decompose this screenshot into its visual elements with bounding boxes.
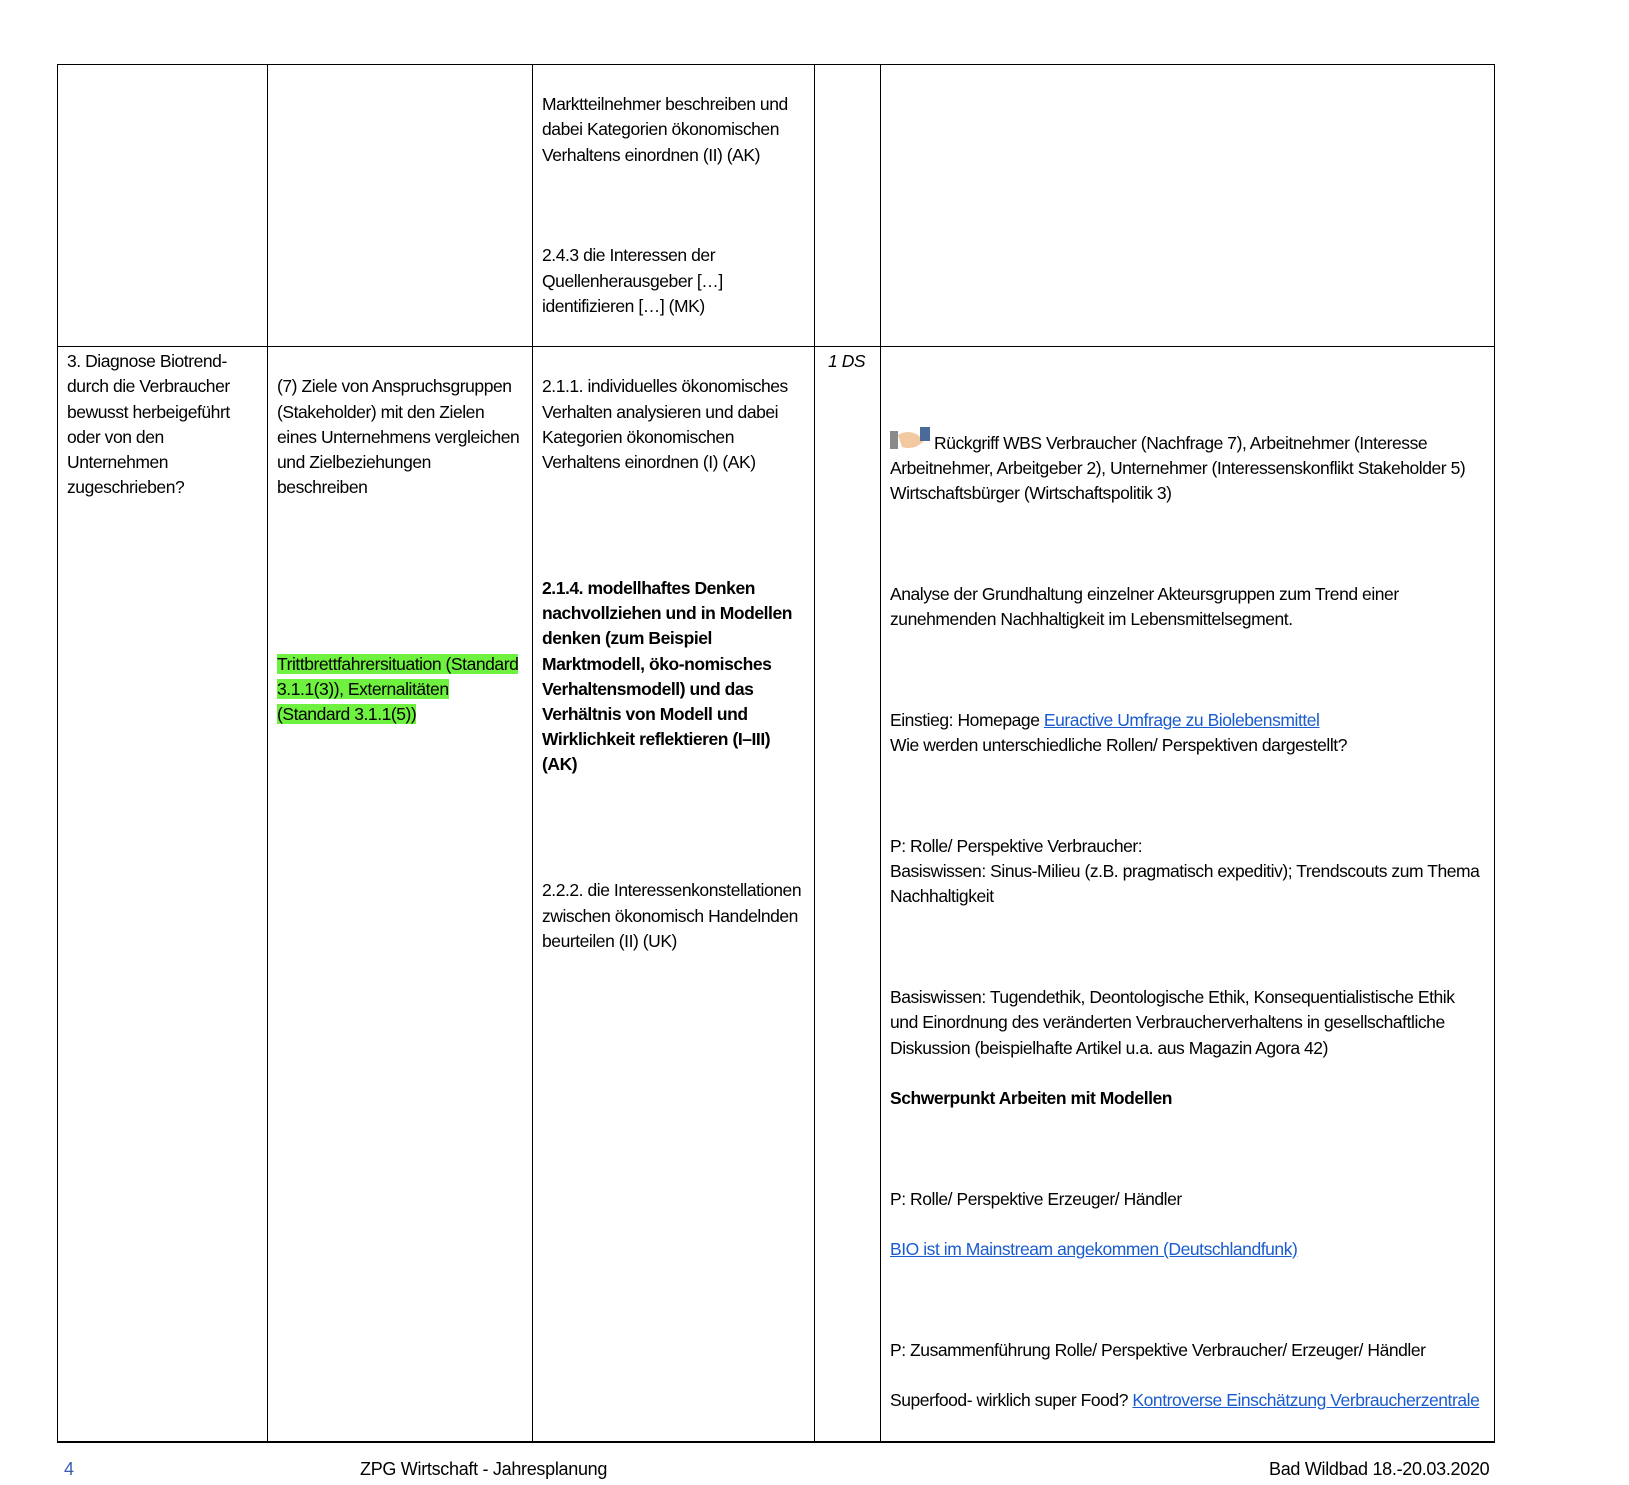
competency-text: Marktteilnehmer beschreiben und dabei Kategorien ökonomischen Verhaltens einordnen (II) (AK)	[542, 94, 788, 165]
verbraucherzentrale-link[interactable]: Kontroverse Einschätzung Verbraucherzentrale	[1132, 1390, 1480, 1411]
note-text: Superfood- wirklich super Food?	[890, 1390, 1133, 1411]
table-row	[58, 347, 1495, 1442]
footer-location-date: Bad Wildbad 18.-20.03.2020	[1269, 1458, 1490, 1479]
note-bold-text: Schwerpunkt Arbeiten mit Modellen	[890, 1088, 1173, 1109]
handshake-icon	[890, 402, 930, 426]
note-text: Analyse der Grundhaltung einzelner Akteursgruppen zum Trend einer zunehmenden Nachhaltigkeit im Lebensmittelsegment.	[890, 584, 1399, 630]
competency-bold-text: 2.1.4. modellhaftes Denken nachvollziehen und in Modellen denken (zum Beispiel Marktmodell, öko-nomisches Verhaltensmodell) und das Verhältnis von Modell und Wirklichkeit reflektieren (I–III) (AK)	[542, 578, 792, 775]
row2-notes	[881, 347, 1495, 1442]
row1-topic	[58, 65, 268, 347]
note-text: Basiswissen: Tugendethik, Deontologische Ethik, Konsequentialistische Ethik und Einordnung des veränderten Verbraucherverhaltens in gesellschaftliche Diskussion (beispielhafte Artikel u.a. aus Magazin Agora 42)	[890, 987, 1455, 1058]
standard-text: (7) Ziele von Anspruchsgruppen (Stakeholder) mit den Zielen eines Unternehmens vergleichen und Zielbeziehungen beschreiben	[277, 376, 520, 498]
deutschlandfunk-link[interactable]: BIO ist im Mainstream angekommen (Deutschlandfunk)	[890, 1239, 1298, 1260]
page-content	[57, 64, 1494, 1485]
competency-text: 2.2.2. die Interessenkonstellationen zwischen ökonomisch Handelnden beurteilen (II) (UK)	[542, 880, 802, 951]
note-text: Wie werden unterschiedliche Rollen/ Perspektiven dargestellt?	[890, 735, 1347, 756]
competency-text: 2.4.3 die Interessen der Quellenherausgeber […] identifizieren […] (MK)	[542, 245, 723, 316]
row2-duration: 1 DS	[815, 347, 881, 1442]
row2-topic: 3. Diagnose Biotrend- durch die Verbraucher bewusst herbeigeführt oder von den Unternehmen zugeschrieben?	[58, 347, 268, 1442]
euractive-link[interactable]: Euractive Umfrage zu Biolebensmittel	[1043, 710, 1320, 731]
note-text: Einstieg: Homepage	[890, 710, 1044, 731]
competency-text: 2.1.1. individuelles ökonomisches Verhalten analysieren und dabei Kategorien ökonomischen Verhaltens einordnen (I) (AK)	[542, 376, 788, 473]
footer-title: ZPG Wirtschaft - Jahresplanung	[360, 1458, 608, 1479]
page-number: 4	[64, 1458, 74, 1479]
note-text: P: Rolle/ Perspektive Erzeuger/ Händler	[890, 1188, 1182, 1209]
table-row	[58, 65, 1495, 347]
note-text: P: Zusammenführung Rolle/ Perspektive Verbraucher/ Erzeuger/ Händler	[890, 1340, 1426, 1361]
note-text: P: Rolle/ Perspektive Verbraucher: Basiswissen: Sinus-Milieu (z.B. pragmatisch expeditiv); Trendscouts zum Thema Nachhaltigkeit	[890, 836, 1480, 907]
table	[57, 64, 1495, 1443]
row1-competencies	[533, 65, 815, 347]
row1-content-standards	[268, 65, 533, 347]
note-text: Rückgriff WBS Verbraucher (Nachfrage 7), Arbeitnehmer (Interesse Arbeitnehmer, Arbeitgeber 2), Unternehmer (Interessenskonflikt Stakeholder 5) Wirtschaftsbürger (Wirtschaftspolitik 3)	[890, 432, 1466, 504]
row2-content-standards	[268, 347, 533, 1442]
row2-process-competencies	[533, 347, 815, 1442]
row1-duration	[815, 65, 881, 347]
footer	[57, 1459, 1494, 1485]
highlighted-standards: Trittbrettfahrersituation (Standard 3.1.1(3)), Externalitäten (Standard 3.1.1(5))	[277, 653, 519, 724]
row1-notes	[881, 65, 1495, 347]
